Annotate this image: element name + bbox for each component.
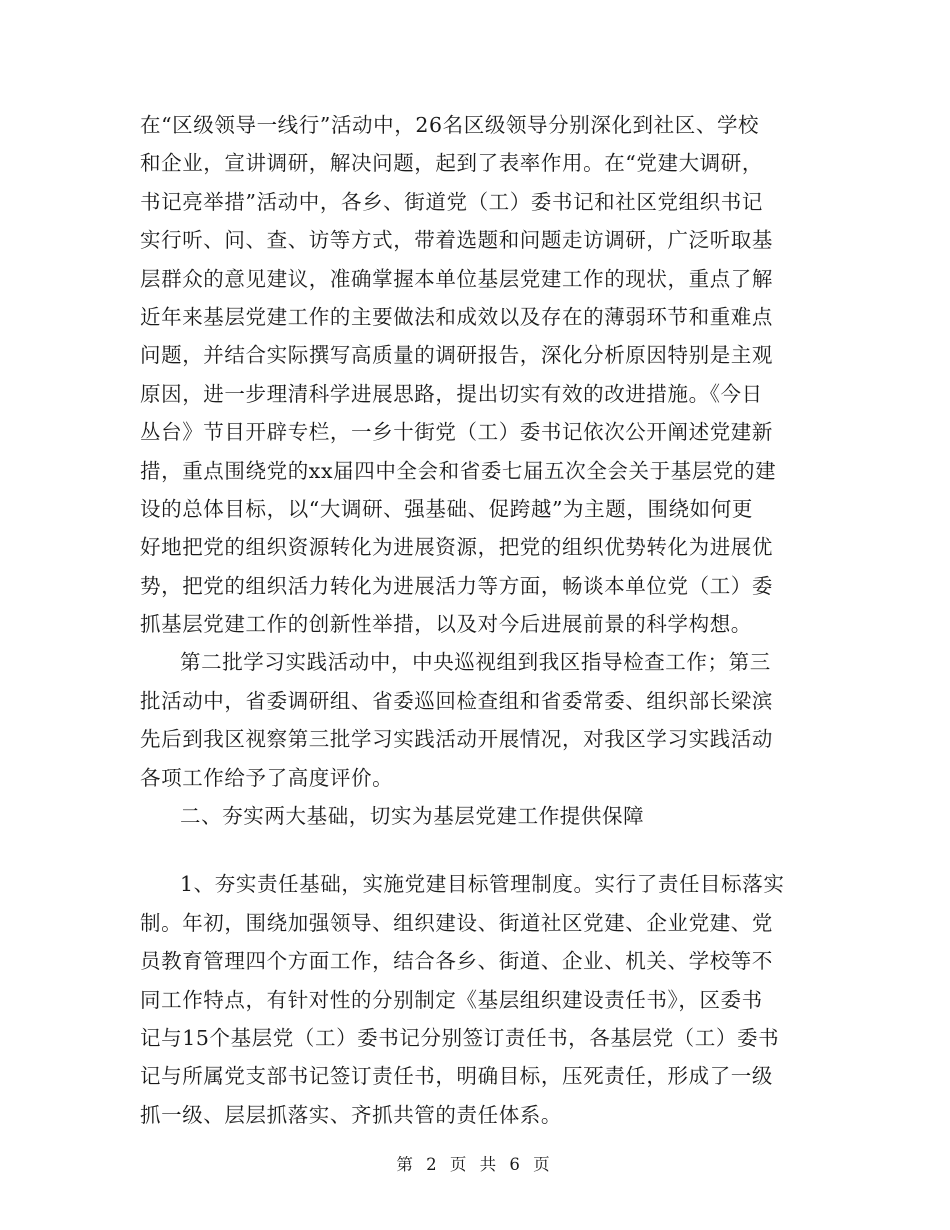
paragraph-line: 设的总体目标，以“大调研、强基础、促跨越”为主题，围绕如何更 <box>140 496 753 521</box>
paragraph-line: 问题，并结合实际撰写高质量的调研报告，深化分析原因特别是主观 <box>140 343 773 368</box>
paragraph-line: 原因，进一步理清科学进展思路，提出切实有效的改进措施。《今日 <box>140 381 763 406</box>
paragraph-line: 和企业，宣讲调研，解决问题，起到了表率作用。在“党建大调研， <box>140 151 763 176</box>
paragraph-line: 1、夯实责任基础，实施党建目标管理制度。实行了责任目标落实 <box>180 872 785 897</box>
paragraph-line: 好地把党的组织资源转化为进展资源，把党的组织优势转化为进展优 <box>140 535 773 560</box>
paragraph-line: 同工作特点，有针对性的分别制定《基层组织建设责任书》，区委书 <box>140 987 763 1012</box>
section-heading: 二、夯实两大基础，切实为基层党建工作提供保障 <box>180 804 645 829</box>
paragraph-line: 势，把党的组织活力转化为进展活力等方面，畅谈本单位党（工）委 <box>140 573 773 598</box>
paragraph-line: 批活动中，省委调研组、省委巡回检查组和省委常委、组织部长梁滨 <box>140 688 773 713</box>
paragraph-1 <box>140 106 812 643</box>
paragraph-line: 措，重点围绕党的xx届四中全会和省委七届五次全会关于基层党的建 <box>140 458 777 483</box>
paragraph-2 <box>140 643 812 797</box>
paragraph-line: 记与所属党支部书记签订责任书，明确目标，压死责任，形成了一级 <box>140 1064 773 1089</box>
paragraph-line: 第二批学习实践活动中，中央巡视组到我区指导检查工作；第三 <box>180 650 771 675</box>
paragraph-line: 抓基层党建工作的创新性举措，以及对今后进展前景的科学构想。 <box>140 612 752 637</box>
paragraph-line: 制。年初，围绕加强领导、组织建设、街道社区党建、企业党建、党 <box>140 910 773 935</box>
paragraph-line: 近年来基层党建工作的主要做法和成效以及存在的薄弱环节和重难点 <box>140 304 773 329</box>
page-number-footer: 第 2 页 共 6 页 <box>396 1155 554 1174</box>
blank-spacer <box>140 835 812 865</box>
paragraph-line: 记与15个基层党（工）委书记分别签订责任书，各基层党（工）委书 <box>140 1025 780 1050</box>
paragraph-line: 在“区级领导一线行”活动中，26名区级领导分别深化到社区、学校 <box>140 113 760 137</box>
paragraph-line: 丛台》节目开辟专栏，一乡十街党（工）委书记依次公开阐述党建新 <box>140 420 773 445</box>
paragraph-line: 先后到我区视察第三批学习实践活动开展情况，对我区学习实践活动 <box>140 727 773 752</box>
document-body <box>140 106 812 1134</box>
paragraph-3 <box>140 865 812 1134</box>
paragraph-line: 实行听、问、查、访等方式，带着选题和问题走访调研，广泛听取基 <box>140 228 773 253</box>
paragraph-line: 抓一级、层层抓落实、齐抓共管的责任体系。 <box>140 1102 562 1127</box>
paragraph-line: 员教育管理四个方面工作，结合各乡、街道、企业、机关、学校等不 <box>140 949 773 974</box>
paragraph-line: 各项工作给予了高度评价。 <box>140 765 394 790</box>
paragraph-line: 书记亮举措”活动中，各乡、街道党（工）委书记和社区党组织书记 <box>140 189 763 214</box>
paragraph-line: 层群众的意见建议，准确掌握本单位基层党建工作的现状，重点了解 <box>140 266 773 291</box>
